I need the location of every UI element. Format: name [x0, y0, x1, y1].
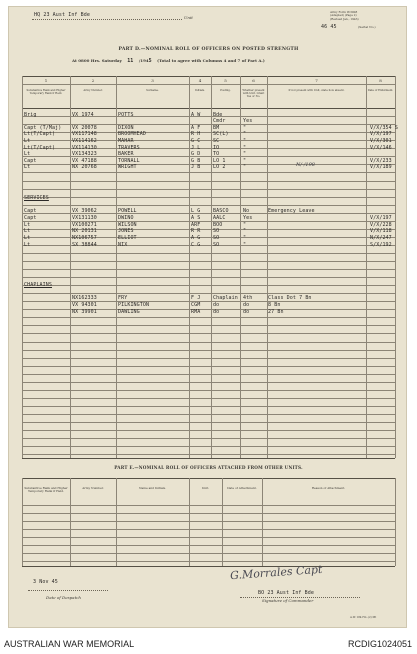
cell-name: TORNALL [118, 157, 140, 164]
form-id-line: Army Form W.3008 [330, 10, 358, 14]
cell-pres: Yes [243, 118, 253, 125]
form-id [330, 11, 359, 21]
cell-num: VX134323 [72, 151, 97, 158]
column-number: 4 [198, 78, 202, 83]
cell-absent: 27 Bn [268, 308, 284, 315]
unit-value: HQ 23 Aust Inf Bde [34, 12, 90, 18]
table-rule [22, 285, 395, 286]
cell-date: V/X/228 [370, 221, 392, 228]
cell-post: SO [213, 235, 220, 242]
table-rule [22, 172, 395, 173]
cell-post: BM [213, 124, 220, 131]
cell-post: do [213, 308, 220, 315]
table-border-top [22, 76, 395, 77]
cell-pres: " [243, 137, 247, 144]
cell-post: BASCO [213, 208, 229, 214]
column-number: 3 [151, 78, 154, 83]
cell-absent: 8 Bn [268, 301, 281, 308]
cell-init: A G [191, 235, 201, 242]
table-rule [22, 84, 395, 85]
cell-date: V/X/354 S [370, 124, 398, 131]
table-rule [22, 422, 395, 423]
cell-pres: No [243, 208, 250, 214]
column-header: Substantive Rank and Higher Temporary Rank if Held. [24, 486, 68, 493]
cell-name: JONES [118, 228, 134, 235]
cell-rank: Lt [24, 242, 31, 248]
table-rule [22, 454, 395, 455]
table-rule [22, 545, 395, 546]
cell-name: ELLIOT [118, 235, 137, 242]
table-rule [22, 561, 395, 562]
column-number: 6 [252, 78, 255, 83]
column-header: Whether present with Unit. Grant Yes or No. [242, 89, 265, 98]
table-rule [22, 317, 395, 318]
table-column-rule [70, 76, 71, 458]
table-border-bottom [22, 566, 395, 567]
cell-name: TRAVERS [118, 144, 140, 151]
part-d-year-text: /194 [138, 58, 149, 63]
table-rule [22, 181, 395, 182]
table-rule [22, 438, 395, 439]
cell-date: V/X/233 [370, 157, 392, 164]
table-rule [22, 358, 395, 359]
cell-num: VX 20078 [72, 124, 97, 131]
table-rule [22, 205, 395, 206]
table-column-rule [189, 76, 190, 458]
cell-pres: Yes [243, 214, 253, 221]
cell-rank: Lt [24, 151, 31, 158]
cell-name: POWELL [118, 208, 137, 214]
cell-num: VX100271 [72, 221, 97, 228]
table-column-rule [211, 76, 212, 458]
table-column-rule [395, 478, 396, 566]
cell-init: G C [191, 137, 201, 144]
cell-num: VX117148 [72, 131, 97, 138]
table-rule [22, 350, 395, 351]
part-d-title: PART D.—NOMINAL ROLL OF OFFICERS ON POSTED STRENGTH [118, 47, 299, 52]
table-rule [22, 406, 395, 407]
cell-pres: " [243, 124, 247, 131]
column-header: Name and Initials. [138, 486, 167, 490]
cell-rank: Capt (T/Maj) [24, 124, 62, 131]
cell-date: V/X/189 [370, 164, 392, 171]
cell-init: R H [191, 131, 201, 138]
table-column-rule [222, 478, 223, 566]
table-column-rule [366, 76, 367, 458]
table-rule [22, 537, 395, 538]
cell-rank: Lt [24, 221, 31, 228]
table-column-rule [22, 76, 23, 458]
serial-label: (Serial No.) [358, 25, 376, 29]
cell-post: SO [213, 242, 220, 248]
margin-note: N/-/198 [296, 162, 315, 168]
column-header: Unit. [201, 486, 210, 490]
cell-post: SO [213, 228, 220, 235]
cell-pres: " [243, 151, 247, 158]
cell-post: TO [213, 151, 220, 158]
cell-date: N/X/247 [370, 235, 392, 242]
cell-init: J L [191, 144, 201, 151]
cell-num: VX 94301 [72, 301, 97, 308]
table-rule [22, 197, 395, 198]
table-rule [22, 430, 395, 431]
cell-post: LO 1 [213, 157, 226, 164]
cell-init: RMA [191, 308, 201, 315]
column-header: Date of Attachment. [227, 486, 257, 490]
column-number: 8 [379, 78, 382, 83]
form-id-line: (Revised Jan., 1943) [330, 16, 359, 21]
signature: G.Morrales Capt [229, 562, 323, 583]
cell-num: SX 38844 [72, 242, 97, 248]
part-d-at-text: At 0800 Hrs. Saturday [72, 58, 122, 63]
table-rule [22, 189, 395, 190]
cell-date: S/X/192 [370, 242, 392, 248]
unit-label: Unit [184, 15, 193, 20]
cell-date: V/X/118 [370, 228, 392, 235]
column-number: 5 [224, 78, 227, 83]
signature-unit: BO 23 Aust Inf Bde [258, 590, 314, 596]
cell-date: V/X/301 [370, 137, 392, 144]
cell-rank: Lt [24, 137, 31, 144]
cell-post: SC(L) [213, 131, 229, 138]
cell-rank: Lt(T/Capt) [24, 131, 56, 138]
table-rule [22, 398, 395, 399]
table-rule [22, 553, 395, 554]
table-rule [22, 342, 395, 343]
cell-pres: " [243, 221, 247, 228]
table-rule [22, 529, 395, 530]
table-rule [22, 505, 395, 506]
cell-rank: Brig [24, 111, 37, 118]
cell-init: A W [191, 111, 201, 118]
cell-post: Bde [213, 111, 223, 118]
table-rule [22, 414, 395, 415]
cell-post: do [213, 301, 220, 308]
column-header: If not present with Unit, state how absent. [288, 89, 345, 92]
cell-name: DIXON [118, 124, 134, 131]
cell-rank: Lt [24, 228, 31, 235]
cell-rank: Lt [24, 235, 31, 242]
column-header: Date of Enlistment. [367, 89, 394, 92]
cell-name: NIX [118, 242, 128, 248]
column-number: 2 [91, 78, 95, 83]
cell-pres: do [243, 301, 250, 308]
cell-date: V/X/197 [370, 131, 392, 138]
column-header: Army Number. [83, 89, 103, 92]
table-rule [22, 261, 395, 262]
cell-rank: Lt(T/Capt) [24, 144, 56, 151]
cell-pres: " [243, 144, 247, 151]
cell-name: BAKER [118, 151, 134, 158]
credit-right: RCDIG1024051 [347, 639, 412, 649]
serial-values: 46 45 [321, 24, 337, 30]
cell-name: DWINO [118, 214, 134, 221]
table-border-top [22, 478, 395, 479]
cell-num: VX 39062 [72, 208, 97, 214]
cell-post: BOO [213, 221, 223, 228]
table-column-rule [189, 478, 190, 566]
dispatch-date: 3 Nov 45 [33, 579, 58, 585]
unit-underline [32, 19, 182, 20]
signature-label: Signature of Commander [262, 598, 314, 603]
cell-init: A S [191, 214, 201, 221]
cell-date: V/X/146 [370, 144, 392, 151]
cell-init: G B [191, 157, 201, 164]
table-rule [22, 277, 395, 278]
dispatch-label: Date of Despatch [46, 595, 81, 600]
cell-pres: " [243, 131, 247, 138]
column-header: Reason of Attachment. [311, 486, 346, 490]
part-d-day: 11 [127, 58, 134, 64]
part-d-at [72, 58, 265, 64]
cell-num: VX114162 [72, 137, 97, 144]
cell-init: G D [191, 151, 201, 158]
cell-init: CGM [191, 301, 201, 308]
cell-post: Cmdr [213, 118, 226, 125]
table-rule [22, 366, 395, 367]
cell-init: J B [191, 164, 201, 171]
cell-init: C G [191, 242, 201, 248]
cell-pres: " [243, 228, 247, 235]
table-column-rule [267, 76, 268, 458]
cell-num: VX 47188 [72, 157, 97, 164]
cell-pres: do [243, 308, 250, 315]
cell-name: DAWLING [118, 308, 140, 315]
credit-bar [0, 628, 417, 654]
table-column-rule [116, 478, 117, 566]
cell-name: WRIGHT [118, 164, 137, 171]
table-column-rule [395, 76, 396, 458]
cell-init: F J [191, 295, 201, 301]
part-e-title: PART E.—NOMINAL ROLL OF OFFICERS ATTACHED FROM OTHER UNITS. [114, 465, 303, 470]
cell-num: NX 39901 [72, 308, 97, 315]
cell-post: LO 2 [213, 164, 226, 171]
table-rule [22, 253, 395, 254]
credit-left: AUSTRALIAN WAR MEMORIAL [4, 639, 135, 649]
cell-init: A F [191, 124, 201, 131]
cell-name: PILKINGTON [118, 301, 150, 308]
table-rule [22, 446, 395, 447]
column-header: Posting. [220, 89, 231, 92]
cell-pres: 4th [243, 295, 253, 301]
table-rule [22, 390, 395, 391]
cell-absent: Emergency Leave [268, 208, 315, 214]
column-number: 7 [315, 78, 318, 83]
table-column-rule [240, 76, 241, 458]
table-rule [22, 382, 395, 383]
cell-init: ARF [191, 221, 201, 228]
table-rule [22, 374, 395, 375]
table-rule [22, 513, 395, 514]
cell-num: VX131130 [72, 214, 97, 221]
cell-post: SC [213, 137, 220, 144]
section-heading: SERVICES [24, 195, 49, 201]
table-rule [22, 521, 395, 522]
table-column-rule [70, 478, 71, 566]
column-header: Initials. [195, 89, 205, 92]
cell-pres: " [243, 164, 247, 171]
cell-num: NX 20131 [72, 228, 97, 235]
column-header: Substantive Rank and Higher Temporary Rank if Held. [26, 89, 66, 95]
cell-num: NX 20768 [72, 164, 97, 171]
table-rule [22, 333, 395, 334]
dispatch-underline [28, 590, 108, 591]
cell-num: NX162333 [72, 295, 97, 301]
cell-name: POTTS [118, 111, 134, 118]
cell-init: L G [191, 208, 201, 214]
cell-name: FRY [118, 295, 128, 301]
column-number: 1 [44, 78, 48, 83]
part-d-year-digit: 5 [148, 58, 152, 64]
table-rule [22, 269, 395, 270]
table-rule [22, 325, 395, 326]
cell-post: AALC [213, 214, 226, 221]
cell-pres: " [243, 157, 247, 164]
cell-pres: " [243, 242, 247, 248]
form-id-line: (Adapted) (Page 2) [330, 13, 357, 18]
cell-num: VX114130 [72, 144, 97, 151]
column-header: Surname. [146, 89, 159, 92]
cell-post: IO [213, 144, 220, 151]
column-header: Army Number. [82, 486, 104, 490]
section-heading: CHAPLAINS [24, 282, 52, 288]
cell-post: Chaplain [213, 295, 238, 301]
table-column-rule [116, 76, 117, 458]
part-d-note: (Total to agree with Columns 4 and 7 of Part A.) [157, 58, 265, 63]
cell-name: WILSON [118, 221, 137, 228]
cell-rank: Capt [24, 214, 37, 221]
cell-init: R R [191, 228, 201, 235]
table-column-rule [262, 478, 263, 566]
cell-name: BROOMHEAD [118, 131, 146, 138]
table-border-bottom [22, 458, 395, 459]
table-rule [22, 108, 395, 109]
cell-num: VX 1974 [72, 111, 94, 118]
cell-absent: Class Dot 7 Bn [268, 295, 312, 301]
cell-date: V/X/197 [370, 214, 392, 221]
cell-rank: Capt [24, 208, 37, 214]
print-ref: A.W. 184 H.L.(2) Mt [350, 616, 377, 619]
cell-pres: " [243, 235, 247, 242]
cell-num: NX106757 [72, 235, 97, 242]
cell-name: MAHAR [118, 137, 134, 144]
cell-rank: Lt [24, 164, 31, 171]
cell-rank: Capt [24, 157, 37, 164]
